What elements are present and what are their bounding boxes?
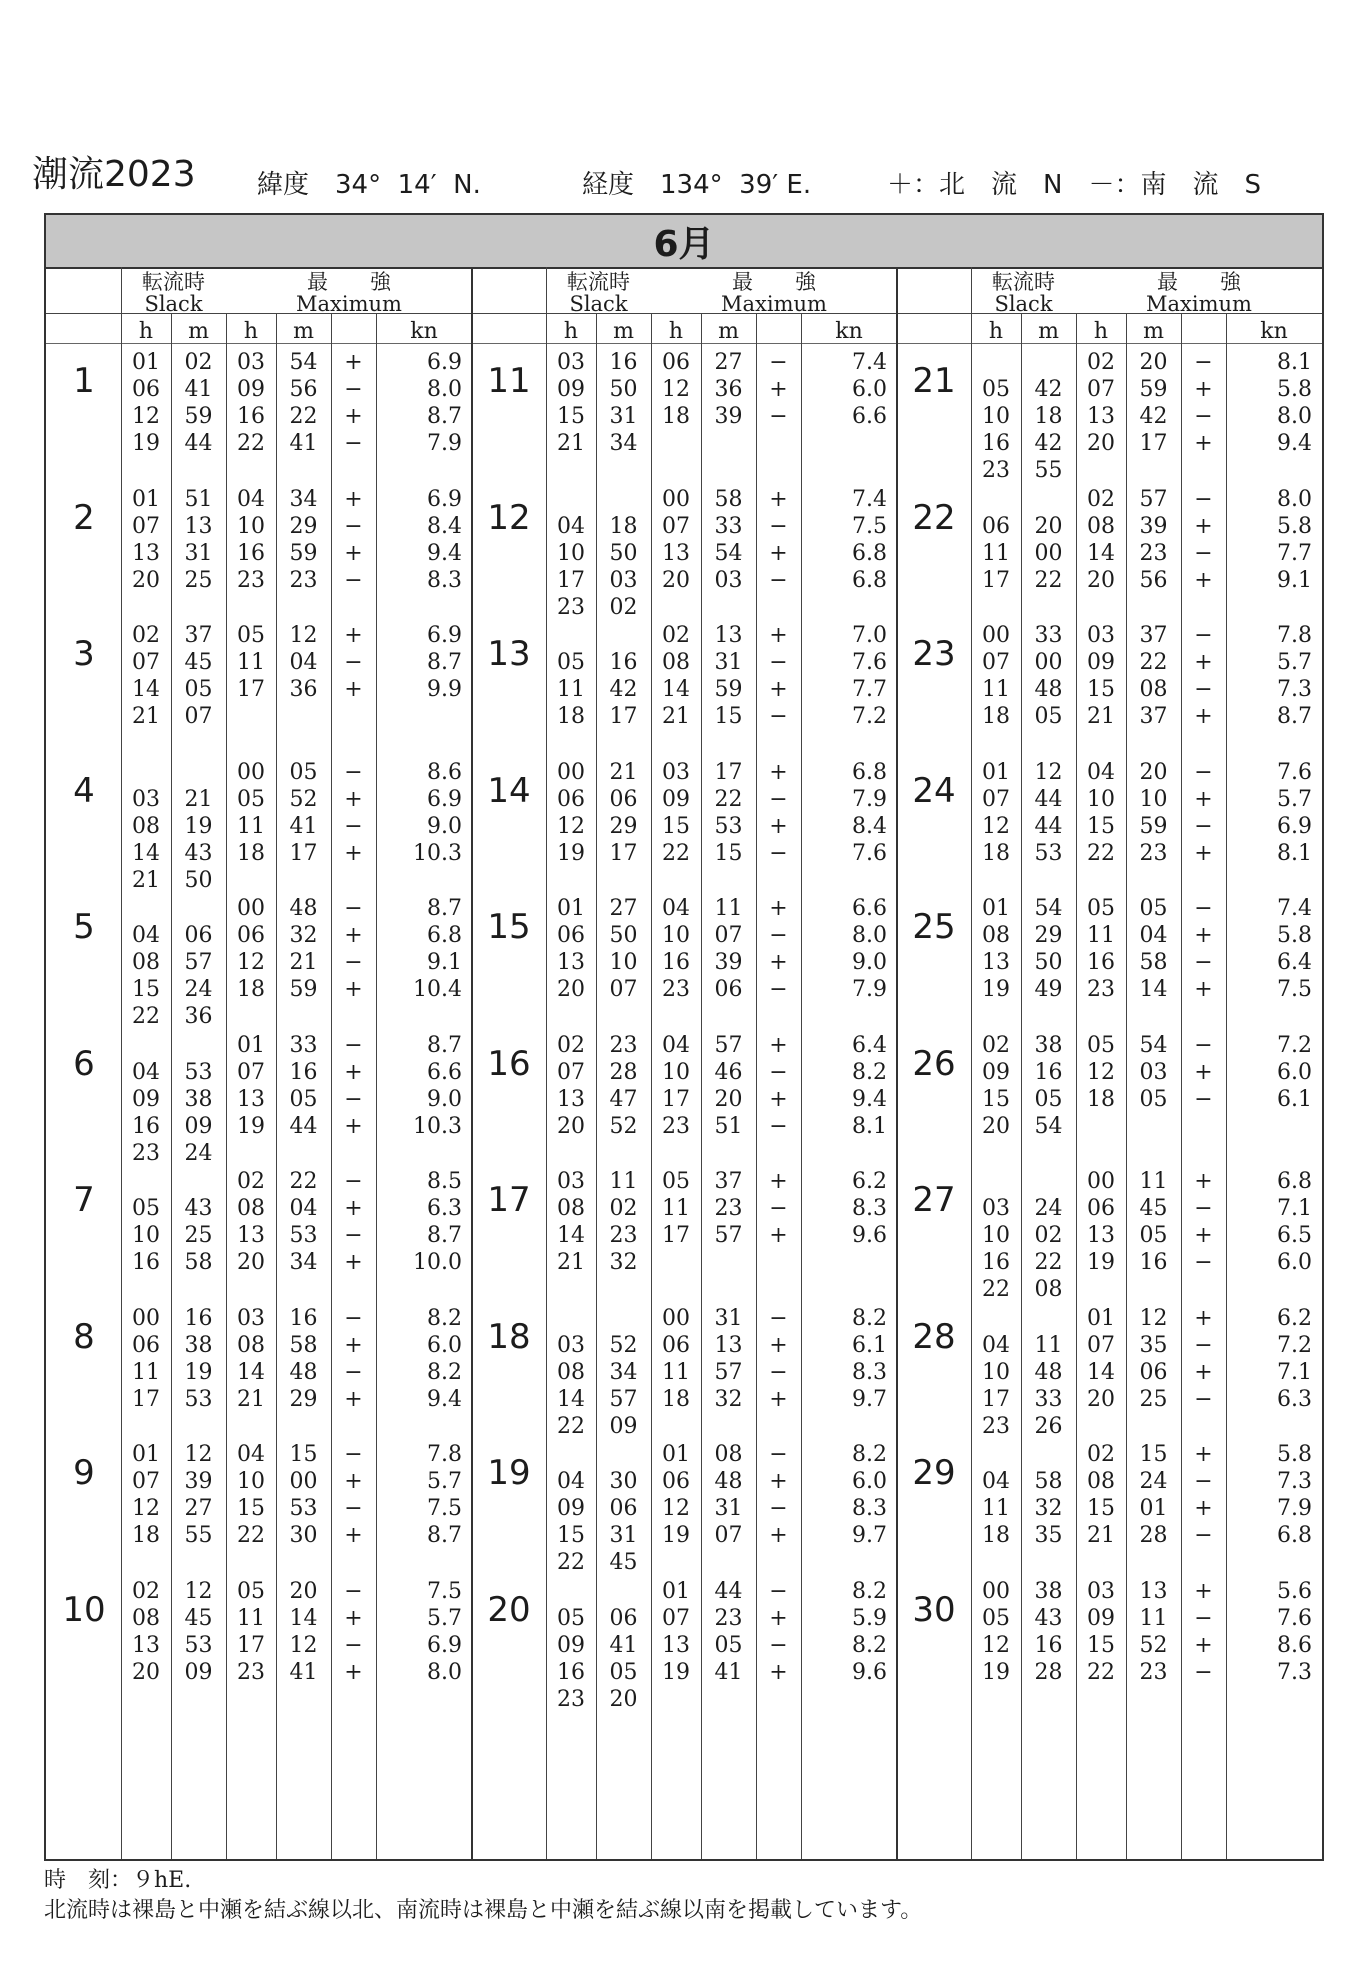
day-number: 20	[487, 1589, 531, 1630]
slack-minutes: 16 42 17	[609, 650, 638, 729]
unit-header: kn	[835, 319, 863, 344]
slack-header	[546, 271, 651, 315]
max-speed-knots: 7.0 7.6 7.7 7.2	[852, 623, 887, 729]
unit-header: m	[613, 319, 634, 344]
flow-direction: − + − +	[769, 1442, 788, 1548]
flow-direction: + − + −	[769, 623, 788, 729]
flow-direction: − + − +	[344, 1442, 363, 1548]
flow-direction: − + − +	[769, 1305, 788, 1412]
max-speed-knots: 8.2 6.0 8.3 9.7	[852, 1442, 887, 1548]
slack-hours: 03 10 16 22	[982, 1196, 1010, 1302]
max-minutes: 05 52 41 17	[289, 759, 318, 866]
max-hours: 04 10 15 22	[1087, 759, 1115, 866]
max-minutes: 13 31 59 15	[714, 623, 743, 729]
flow-direction: − + − +	[344, 896, 363, 1002]
day-number: 22	[912, 497, 956, 538]
slack-header	[121, 271, 226, 315]
slack-hours: 04 09 16 23	[132, 1059, 160, 1166]
slack-hours: 05 10 16	[132, 1196, 160, 1275]
max-speed-knots: 8.6 6.9 9.0 10.3	[413, 759, 462, 866]
slack-minutes: 11 02 23 32	[609, 1169, 638, 1275]
max-minutes: 27 36 39	[714, 350, 743, 429]
max-hours: 03 09 15 22	[1087, 1578, 1115, 1685]
flow-direction: − + − +	[344, 759, 363, 866]
max-minutes: 33 16 05 44	[289, 1032, 318, 1139]
panel-divider	[471, 267, 473, 1859]
maximum-header-en: Maximum	[296, 292, 402, 316]
slack-minutes: 52 34 57 09	[609, 1332, 638, 1439]
slack-hours: 03 08 14 22	[557, 1332, 585, 1439]
flow-direction: − + −	[1194, 1032, 1213, 1112]
max-minutes: 57 39 23 56	[1139, 486, 1168, 593]
slack-hours: 04 10 17 23	[557, 513, 585, 620]
footer-time-note: 時 刻：９hE.	[44, 1868, 192, 1893]
unit-header: h	[1093, 319, 1109, 344]
unit-header: h	[988, 319, 1004, 344]
slack-hours: 00 05 12 19	[982, 1578, 1010, 1685]
page-title: 潮流2023	[32, 154, 196, 195]
slack-minutes: 27 50 10 07	[609, 896, 638, 1002]
slack-hours: 01 08 13 19	[982, 896, 1010, 1002]
max-minutes: 11 45 05 16	[1139, 1169, 1168, 1275]
slack-minutes: 51 13 31 25	[184, 486, 213, 593]
unit-header: m	[718, 319, 739, 344]
slack-hours: 00 06 12 19	[557, 759, 585, 866]
slack-hours: 01 06 12 19	[132, 350, 160, 456]
latitude: 緯度 34° 14′ N.	[257, 170, 481, 200]
max-speed-knots: 8.7 6.6 9.0 10.3	[413, 1032, 462, 1139]
day-number: 7	[73, 1180, 95, 1220]
unit-header: m	[1143, 319, 1164, 344]
slack-minutes: 42 18 42 55	[1034, 377, 1063, 483]
flow-direction: + − + −	[769, 759, 788, 866]
max-hours: 05 11 17	[237, 623, 265, 702]
slack-hours: 02 09 15 20	[982, 1032, 1010, 1139]
day-number: 5	[73, 907, 95, 947]
max-speed-knots: 8.2 6.0 8.2 9.4	[427, 1305, 462, 1412]
day-number: 27	[912, 1180, 956, 1220]
max-minutes: 20 14 12 41	[289, 1578, 318, 1685]
max-hours: 03 09 15 22	[662, 759, 690, 866]
max-speed-knots: 5.8 7.3 7.9 6.8	[1277, 1442, 1312, 1548]
day-number: 8	[73, 1316, 95, 1357]
unit-header: m	[293, 319, 314, 344]
flow-direction: − + − +	[1194, 759, 1213, 866]
max-minutes: 48 32 21 59	[289, 896, 318, 1002]
unit-header: h	[668, 319, 684, 344]
flow-direction: − + −	[769, 350, 788, 429]
max-hours: 03 08 14 21	[237, 1305, 265, 1412]
max-minutes: 54 03 05	[1139, 1032, 1168, 1112]
maximum-header-en: Maximum	[721, 292, 827, 316]
max-speed-knots: 5.6 7.6 8.6 7.3	[1277, 1578, 1312, 1685]
slack-minutes: 06 57 24 36	[184, 923, 213, 1029]
day-number: 1	[73, 361, 95, 401]
day-number: 19	[487, 1453, 531, 1493]
max-hours: 01 07 13 19	[662, 1578, 690, 1685]
max-minutes: 15 24 01 28	[1139, 1442, 1168, 1548]
max-hours: 00 06 13 19	[1087, 1169, 1115, 1275]
slack-header-en: Slack	[569, 292, 628, 316]
slack-minutes: 21 06 29 17	[609, 759, 638, 866]
max-hours: 02 07 13 20	[1087, 350, 1115, 456]
slack-minutes: 16 38 19 53	[184, 1305, 213, 1412]
slack-hours: 03 08 14 21	[132, 786, 160, 893]
max-minutes: 22 04 53 34	[289, 1169, 318, 1275]
slack-hours: 03 08 14 21	[557, 1169, 585, 1275]
max-hours: 02 08 14 20	[1087, 486, 1115, 593]
unit-header: h	[563, 319, 579, 344]
slack-minutes: 37 45 05 07	[184, 623, 213, 729]
max-speed-knots: 6.2 7.2 7.1 6.3	[1277, 1305, 1312, 1412]
unit-header: m	[1038, 319, 1059, 344]
max-minutes: 44 23 05 41	[714, 1578, 743, 1685]
flow-direction: + − + −	[1194, 1305, 1213, 1412]
slack-hours: 00 06 11 17	[132, 1305, 160, 1412]
slack-hours: 00 07 11 18	[982, 623, 1010, 729]
maximum-header-jp: 最 強	[307, 270, 391, 294]
day-number: 6	[73, 1043, 95, 1084]
max-speed-knots: 6.8 7.1 6.5 6.0	[1277, 1169, 1312, 1275]
slack-minutes: 21 19 43 50	[184, 786, 213, 893]
max-speed-knots: 6.9 8.4 9.4 8.3	[427, 486, 462, 593]
max-minutes: 12 04 36	[289, 623, 318, 702]
day-number: 29	[912, 1453, 956, 1493]
max-minutes: 20 10 59 23	[1139, 759, 1168, 866]
flow-direction: + − +	[344, 623, 363, 702]
maximum-header-jp: 最 強	[732, 270, 816, 294]
max-hours: 01 07 14 20	[1087, 1305, 1115, 1412]
footer-area-note: 北流時は裸島と中瀬を結ぶ線以北、南流時は裸島と中瀬を結ぶ線以南を掲載しています。	[44, 1898, 923, 1923]
slack-minutes: 58 32 35	[1034, 1469, 1063, 1548]
unit-header: kn	[410, 319, 438, 344]
slack-header-jp: 転流時	[142, 270, 205, 294]
max-hours: 04 10 16 23	[237, 486, 265, 593]
max-hours: 00 06 11 18	[662, 1305, 690, 1412]
flow-direction: + − + −	[1194, 1578, 1213, 1685]
slack-minutes: 38 43 16 28	[1034, 1578, 1063, 1685]
max-speed-knots: 7.8 5.7 7.3 8.7	[1277, 623, 1312, 729]
max-speed-knots: 8.7 6.8 9.1 10.4	[413, 896, 462, 1002]
maximum-header-jp: 最 強	[1157, 270, 1241, 294]
max-speed-knots: 7.5 5.7 6.9 8.0	[427, 1578, 462, 1685]
max-minutes: 37 22 08 37	[1139, 623, 1168, 729]
direction-legend: ＋：北 流 N －：南 流 S	[887, 170, 1261, 200]
day-number: 13	[487, 634, 531, 674]
unit-header: kn	[1260, 319, 1288, 344]
day-number: 28	[912, 1316, 956, 1357]
slack-hours: 01 07 12 18	[132, 1442, 160, 1548]
max-hours: 05 11 16 23	[1087, 896, 1115, 1002]
footer	[44, 1866, 922, 1926]
flow-direction: − + − +	[1194, 896, 1213, 1002]
max-speed-knots: 6.9 8.0 8.7 7.9	[427, 350, 462, 456]
max-minutes: 31 13 57 32	[714, 1305, 743, 1412]
flow-direction: − + − +	[344, 1169, 363, 1275]
slack-minutes: 12 44 44 53	[1034, 759, 1063, 866]
day-number: 15	[487, 907, 531, 947]
flow-direction: + − + −	[344, 486, 363, 593]
max-minutes: 54 56 22 41	[289, 350, 318, 456]
slack-minutes: 02 41 59 44	[184, 350, 213, 456]
max-hours: 01 07 13 19	[237, 1032, 265, 1139]
max-speed-knots: 6.6 8.0 9.0 7.9	[852, 896, 887, 1002]
max-hours: 00 05 11 18	[237, 759, 265, 866]
max-hours: 03 09 16 22	[237, 350, 265, 456]
max-hours: 05 11 17	[662, 1169, 690, 1248]
max-hours: 02 08 14 21	[662, 623, 690, 729]
max-minutes: 58 33 54 03	[714, 486, 743, 593]
max-speed-knots: 6.8 7.9 8.4 7.6	[852, 759, 887, 866]
slack-hours: 05 11 18	[557, 650, 585, 729]
max-hours: 05 12 18	[1087, 1032, 1115, 1112]
max-speed-knots: 6.2 8.3 9.6	[852, 1169, 887, 1248]
max-hours: 00 07 13 20	[662, 486, 690, 593]
slack-minutes: 12 39 27 55	[184, 1442, 213, 1548]
slack-hours: 04 11 18	[982, 1469, 1010, 1548]
day-number: 3	[73, 634, 95, 674]
day-number: 4	[73, 770, 95, 811]
max-speed-knots: 6.9 8.7 9.9	[427, 623, 462, 702]
slack-header-jp: 転流時	[992, 270, 1055, 294]
slack-header	[971, 271, 1076, 315]
max-hours: 04 10 15 22	[237, 1442, 265, 1548]
slack-hours: 05 09 16 23	[557, 1605, 585, 1712]
max-speed-knots: 7.6 5.7 6.9 8.1	[1277, 759, 1312, 866]
flow-direction: + − + −	[344, 350, 363, 456]
slack-hours: 01 07 12 18	[982, 759, 1010, 866]
max-minutes: 57 46 20 51	[714, 1032, 743, 1139]
flow-direction: + − + −	[769, 486, 788, 593]
longitude: 経度 134° 39′ E.	[582, 170, 812, 200]
slack-hours: 03 09 15 21	[557, 350, 585, 456]
maximum-header	[651, 271, 897, 315]
slack-minutes: 33 00 48 05	[1034, 623, 1063, 729]
day-number: 17	[487, 1180, 531, 1220]
slack-hours: 04 08 15 22	[132, 923, 160, 1029]
max-minutes: 08 48 31 07	[714, 1442, 743, 1548]
slack-hours: 06 11 17	[982, 513, 1010, 593]
slack-minutes: 20 00 22	[1034, 513, 1063, 593]
max-speed-knots: 8.2 6.1 8.3 9.7	[852, 1305, 887, 1412]
month-banner: 6月	[46, 215, 1322, 269]
day-number: 14	[487, 770, 531, 811]
max-minutes: 12 35 06 25	[1139, 1305, 1168, 1412]
flow-direction: + − + −	[1194, 1169, 1213, 1275]
slack-minutes: 16 50 31 34	[609, 350, 638, 456]
max-hours: 04 10 17 23	[662, 1032, 690, 1139]
max-minutes: 05 04 58 14	[1139, 896, 1168, 1002]
flow-direction: + − + −	[1194, 1442, 1213, 1548]
max-hours: 03 09 15 21	[1087, 623, 1115, 729]
max-minutes: 37 23 57	[714, 1169, 743, 1248]
slack-minutes: 12 45 53 09	[184, 1578, 213, 1685]
slack-hours: 02 07 13 20	[557, 1032, 585, 1139]
max-speed-knots: 7.4 7.5 6.8 6.8	[852, 486, 887, 593]
day-number: 21	[912, 361, 956, 401]
slack-hours: 05 10 16 23	[982, 377, 1010, 483]
max-minutes: 16 58 48 29	[289, 1305, 318, 1412]
tide-table	[44, 213, 1324, 1861]
slack-minutes: 53 38 09 24	[184, 1059, 213, 1166]
slack-minutes: 23 28 47 52	[609, 1032, 638, 1139]
slack-minutes: 24 02 22 08	[1034, 1196, 1063, 1302]
slack-minutes: 43 25 58	[184, 1196, 213, 1275]
day-number: 2	[73, 497, 95, 538]
max-speed-knots: 7.4 6.0 6.6	[852, 350, 887, 429]
max-speed-knots: 8.2 5.9 8.2 9.6	[852, 1578, 887, 1685]
maximum-header	[226, 271, 472, 315]
max-minutes: 34 29 59 23	[289, 486, 318, 593]
flow-direction: + − +	[769, 1169, 788, 1248]
day-number: 25	[912, 907, 956, 947]
day-number: 24	[912, 770, 956, 811]
unit-header: h	[243, 319, 259, 344]
maximum-header-en: Maximum	[1146, 292, 1252, 316]
slack-minutes: 54 29 50 49	[1034, 896, 1063, 1002]
day-number: 18	[487, 1316, 531, 1357]
slack-hours: 02 07 14 21	[132, 623, 160, 729]
max-minutes: 17 22 53 15	[714, 759, 743, 866]
flow-direction: − + − +	[1194, 350, 1213, 456]
max-hours: 06 12 18	[662, 350, 690, 429]
max-hours: 05 11 17 23	[237, 1578, 265, 1685]
day-number: 9	[73, 1453, 95, 1493]
day-number: 30	[912, 1589, 956, 1630]
day-number: 16	[487, 1043, 531, 1084]
day-number: 23	[912, 634, 956, 674]
slack-minutes: 18 50 03 02	[609, 513, 638, 620]
flow-direction: − + − +	[344, 1032, 363, 1139]
max-speed-knots: 8.5 6.3 8.7 10.0	[413, 1169, 462, 1275]
max-hours: 04 10 16 23	[662, 896, 690, 1002]
slack-minutes: 30 06 31 45	[609, 1469, 638, 1575]
max-speed-knots: 7.2 6.0 6.1	[1277, 1032, 1312, 1112]
day-number: 26	[912, 1043, 956, 1084]
slack-header-en: Slack	[144, 292, 203, 316]
max-speed-knots: 8.1 5.8 8.0 9.4	[1277, 350, 1312, 456]
flow-direction: − + − +	[769, 1578, 788, 1685]
slack-minutes: 38 16 05 54	[1034, 1032, 1063, 1139]
flow-direction: − + − +	[1194, 623, 1213, 729]
unit-header: h	[138, 319, 154, 344]
max-hours: 02 08 13 20	[237, 1169, 265, 1275]
max-minutes: 20 59 42 17	[1139, 350, 1168, 456]
panel-divider	[896, 267, 898, 1859]
slack-hours: 01 06 13 20	[557, 896, 585, 1002]
max-speed-knots: 8.0 5.8 7.7 9.1	[1277, 486, 1312, 593]
flow-direction: − + − +	[344, 1305, 363, 1412]
max-speed-knots: 6.4 8.2 9.4 8.1	[852, 1032, 887, 1139]
max-hours: 00 06 12 18	[237, 896, 265, 1002]
slack-hours: 01 07 13 20	[132, 486, 160, 593]
flow-direction: + − + −	[769, 896, 788, 1002]
maximum-header	[1076, 271, 1322, 315]
unit-header: m	[188, 319, 209, 344]
max-minutes: 13 11 52 23	[1139, 1578, 1168, 1685]
slack-minutes: 11 48 33 26	[1034, 1332, 1063, 1439]
max-hours: 01 06 12 19	[662, 1442, 690, 1548]
slack-minutes: 06 41 05 20	[609, 1605, 638, 1712]
max-minutes: 11 07 39 06	[714, 896, 743, 1002]
slack-hours: 04 10 17 23	[982, 1332, 1010, 1439]
day-number: 12	[487, 497, 531, 538]
day-number: 11	[487, 361, 531, 401]
day-number: 10	[62, 1589, 106, 1630]
max-hours: 02 08 15 21	[1087, 1442, 1115, 1548]
slack-hours: 04 09 15 22	[557, 1469, 585, 1575]
page-header	[32, 146, 1334, 204]
slack-header-jp: 転流時	[567, 270, 630, 294]
flow-direction: − + − +	[344, 1578, 363, 1685]
slack-header-en: Slack	[994, 292, 1053, 316]
slack-hours: 02 08 13 20	[132, 1578, 160, 1685]
max-speed-knots: 7.4 5.8 6.4 7.5	[1277, 896, 1312, 1002]
max-minutes: 15 00 53 30	[289, 1442, 318, 1548]
max-speed-knots: 7.8 5.7 7.5 8.7	[427, 1442, 462, 1548]
flow-direction: − + − +	[1194, 486, 1213, 593]
flow-direction: + − + −	[769, 1032, 788, 1139]
